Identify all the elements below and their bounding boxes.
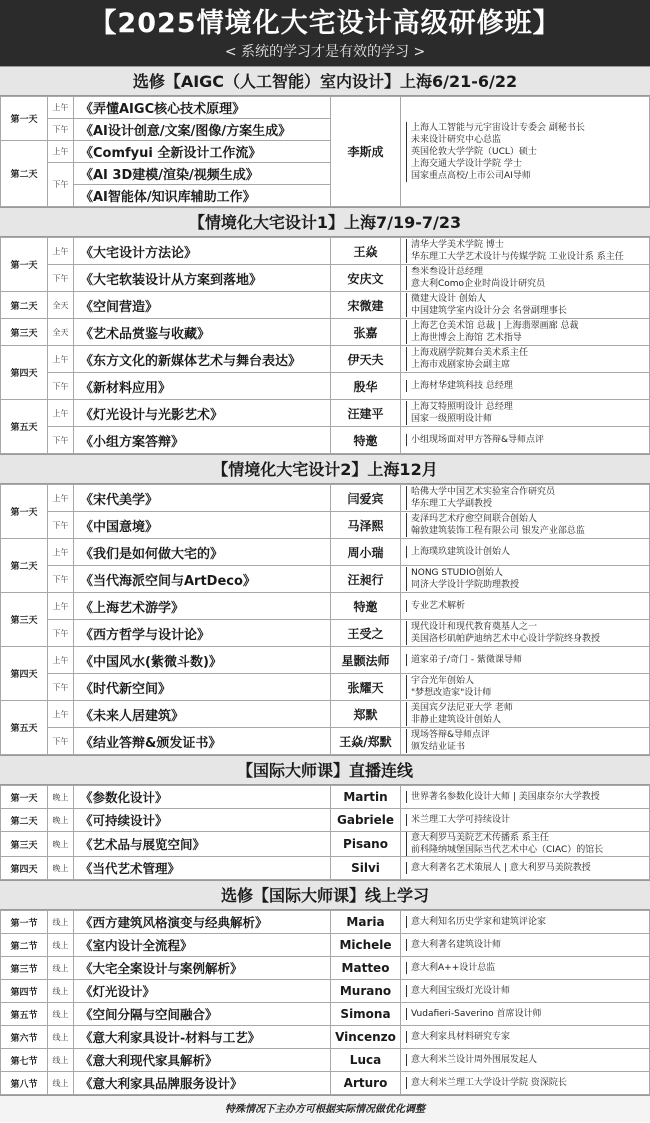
bio-line: 非静止建筑设计创始人 bbox=[411, 715, 502, 725]
day-label: 第五节 bbox=[1, 1003, 48, 1026]
time-slot: 上午 bbox=[48, 701, 74, 728]
schedule-table bbox=[0, 96, 650, 207]
bio-block bbox=[406, 320, 649, 344]
teacher-bio bbox=[401, 701, 650, 728]
teacher-bio bbox=[401, 593, 650, 620]
bio-line: 微建大设计 创始人 bbox=[411, 294, 486, 304]
schedule-content bbox=[0, 66, 650, 1095]
bio-block bbox=[406, 486, 649, 510]
teacher-bio bbox=[401, 373, 650, 400]
bio-line: 意大利A++设计总监 bbox=[411, 963, 496, 973]
bio-block bbox=[406, 401, 649, 425]
teacher-bio bbox=[401, 292, 650, 319]
course-title: 《艺术品赏鉴与收藏》 bbox=[74, 319, 331, 346]
bio-block bbox=[406, 939, 649, 951]
course-title: 《大宅设计方法论》 bbox=[74, 238, 331, 265]
bio-line: "梦想改造家"设计师 bbox=[411, 688, 492, 698]
bio-block bbox=[406, 675, 649, 699]
bio-line: 颁发结业证书 bbox=[411, 742, 466, 752]
bio-line: 上海交通大学设计学院 学士 bbox=[411, 158, 522, 169]
time-slot: 上午 bbox=[48, 647, 74, 674]
day-label: 第六节 bbox=[1, 1026, 48, 1049]
day-label: 第七节 bbox=[1, 1049, 48, 1072]
bio-block bbox=[406, 266, 649, 290]
course-title: 《西方哲学与设计论》 bbox=[74, 620, 331, 647]
day-label: 第一节 bbox=[1, 911, 48, 934]
time-slot: 下午 bbox=[48, 566, 74, 593]
bio-block bbox=[406, 1031, 649, 1043]
teacher-name: Martin bbox=[331, 786, 401, 809]
table-row bbox=[1, 346, 650, 373]
table-row bbox=[1, 728, 650, 755]
bio-block bbox=[406, 916, 649, 928]
day-label: 第四天 bbox=[1, 647, 48, 701]
teacher-bio bbox=[401, 832, 650, 857]
bio-line: 叁米叁设计总经理 bbox=[411, 267, 484, 277]
time-slot: 线上 bbox=[48, 1072, 74, 1095]
teacher-name: 周小瑞 bbox=[331, 539, 401, 566]
time-slot: 上午 bbox=[48, 97, 74, 119]
bio-block bbox=[406, 621, 649, 645]
bio-block bbox=[406, 791, 649, 803]
teacher-bio bbox=[401, 97, 650, 207]
course-title: 《空间分隔与空间融合》 bbox=[74, 1003, 331, 1026]
bio-block bbox=[406, 702, 649, 726]
day-label: 第二天 bbox=[1, 292, 48, 319]
bio-block bbox=[406, 862, 649, 874]
bio-block bbox=[406, 122, 649, 182]
course-title: 《艺术品与展览空间》 bbox=[74, 832, 331, 857]
teacher-bio bbox=[401, 539, 650, 566]
teacher-name: Vincenzo bbox=[331, 1026, 401, 1049]
bio-line: 清华大学美术学院 博士 bbox=[411, 240, 504, 250]
teacher-bio bbox=[401, 809, 650, 832]
bio-line: 专业艺术解析 bbox=[411, 601, 466, 611]
teacher-bio bbox=[401, 238, 650, 265]
table-row bbox=[1, 1072, 650, 1095]
time-slot: 下午 bbox=[48, 265, 74, 292]
section-title: 【国际大师课】直播连线 bbox=[0, 755, 650, 785]
bio-line: 麦泽玛艺术疗愈空间联合创始人 bbox=[411, 514, 538, 524]
teacher-bio bbox=[401, 1049, 650, 1072]
bio-line: 米兰理工大学可持续设计 bbox=[411, 815, 511, 825]
table-row bbox=[1, 1003, 650, 1026]
table-row bbox=[1, 857, 650, 880]
table-row bbox=[1, 539, 650, 566]
time-slot: 全天 bbox=[48, 292, 74, 319]
teacher-bio bbox=[401, 346, 650, 373]
bio-block bbox=[406, 600, 649, 612]
teacher-name: Pisano bbox=[331, 832, 401, 857]
course-title: 《小组方案答辩》 bbox=[74, 427, 331, 454]
bio-line: 上海璞玖建筑设计创始人 bbox=[411, 547, 511, 557]
bio-line: 意大利米兰理工大学设计学院 资深院长 bbox=[411, 1078, 567, 1088]
teacher-bio bbox=[401, 857, 650, 880]
bio-line: 美国洛杉矶帕萨迪纳艺术中心设计学院终身教授 bbox=[411, 634, 601, 644]
teacher-name: 马泽熙 bbox=[331, 512, 401, 539]
bio-line: 翰敦建筑装饰工程有限公司 银发产业部总监 bbox=[411, 526, 585, 536]
teacher-name: Maria bbox=[331, 911, 401, 934]
teacher-name: Michele bbox=[331, 934, 401, 957]
schedule-table bbox=[0, 785, 650, 880]
course-title: 《意大利家具设计-材料与工艺》 bbox=[74, 1026, 331, 1049]
bio-line: 上海人工智能与元宇宙设计专委会 副秘书长 bbox=[411, 122, 585, 133]
course-title: 《Comfyui 全新设计工作流》 bbox=[74, 141, 331, 163]
bio-line: 意大利Como企业时尚设计研究员 bbox=[411, 279, 546, 289]
teacher-bio bbox=[401, 957, 650, 980]
bio-line: 现场答辩&导师点评 bbox=[411, 730, 491, 740]
course-title: 《时代新空间》 bbox=[74, 674, 331, 701]
time-slot: 下午 bbox=[48, 512, 74, 539]
time-slot: 线上 bbox=[48, 934, 74, 957]
bio-block bbox=[406, 293, 649, 317]
day-label: 第三天 bbox=[1, 832, 48, 857]
teacher-bio bbox=[401, 400, 650, 427]
time-slot: 上午 bbox=[48, 238, 74, 265]
time-slot: 全天 bbox=[48, 319, 74, 346]
teacher-name: Luca bbox=[331, 1049, 401, 1072]
bio-line: 意大利家具材料研究专家 bbox=[411, 1032, 511, 1042]
teacher-bio bbox=[401, 934, 650, 957]
teacher-name: 安庆文 bbox=[331, 265, 401, 292]
time-slot: 上午 bbox=[48, 485, 74, 512]
teacher-bio bbox=[401, 1003, 650, 1026]
bio-line: 意大利罗马美院艺术传播系 系主任 bbox=[411, 833, 549, 843]
table-row bbox=[1, 593, 650, 620]
course-title: 《室内设计全流程》 bbox=[74, 934, 331, 957]
time-slot: 线上 bbox=[48, 1003, 74, 1026]
teacher-bio bbox=[401, 265, 650, 292]
course-title: 《我们是如何做大宅的》 bbox=[74, 539, 331, 566]
bio-block bbox=[406, 434, 649, 446]
section-title: 选修【AIGC（人工智能）室内设计】上海6/21-6/22 bbox=[0, 66, 650, 96]
bio-line: 意大利著名建筑设计师 bbox=[411, 940, 502, 950]
table-row bbox=[1, 373, 650, 400]
bio-line: 意大利国宝级灯光设计师 bbox=[411, 986, 511, 996]
course-title: 《上海艺术游学》 bbox=[74, 593, 331, 620]
bio-line: 国家一级照明设计师 bbox=[411, 414, 493, 424]
teacher-bio bbox=[401, 1026, 650, 1049]
time-slot: 线上 bbox=[48, 1049, 74, 1072]
day-label: 第二天 bbox=[1, 539, 48, 593]
teacher-bio bbox=[401, 319, 650, 346]
bio-line: 世界著名参数化设计大师 | 美国康奈尔大学教授 bbox=[411, 792, 600, 802]
course-title: 《新材料应用》 bbox=[74, 373, 331, 400]
course-title: 《宋代美学》 bbox=[74, 485, 331, 512]
day-label: 第一天 bbox=[1, 786, 48, 809]
day-label: 第一天 bbox=[1, 238, 48, 292]
teacher-bio bbox=[401, 786, 650, 809]
teacher-bio bbox=[401, 728, 650, 755]
time-slot: 下午 bbox=[48, 373, 74, 400]
course-title: 《AI 3D建模/渲染/视频生成》 bbox=[74, 163, 331, 185]
teacher-name: Matteo bbox=[331, 957, 401, 980]
time-slot: 上午 bbox=[48, 539, 74, 566]
table-row bbox=[1, 427, 650, 454]
table-row bbox=[1, 319, 650, 346]
day-label: 第三节 bbox=[1, 957, 48, 980]
time-slot: 晚上 bbox=[48, 832, 74, 857]
table-row bbox=[1, 647, 650, 674]
bio-line: 意大利著名艺术策展人 | 意大利罗马美院教授 bbox=[411, 863, 591, 873]
page-header bbox=[0, 0, 650, 66]
table-row bbox=[1, 832, 650, 857]
schedule-table bbox=[0, 484, 650, 755]
teacher-name: 张嘉 bbox=[331, 319, 401, 346]
time-slot: 线上 bbox=[48, 911, 74, 934]
bio-line: 前科隆纳城堡国际当代艺术中心（CIAC）的馆长 bbox=[411, 845, 604, 855]
course-title: 《可持续设计》 bbox=[74, 809, 331, 832]
bio-line: 上海世博会上海馆 艺术指导 bbox=[411, 333, 522, 343]
bio-line: 意大利知名历史学家和建筑评论家 bbox=[411, 917, 547, 927]
course-title: 《未来人居建筑》 bbox=[74, 701, 331, 728]
teacher-name: 李斯成 bbox=[331, 97, 401, 207]
teacher-bio bbox=[401, 647, 650, 674]
bio-line: 上海材华建筑科技 总经理 bbox=[411, 381, 513, 391]
teacher-name: 王焱/郑默 bbox=[331, 728, 401, 755]
bio-block bbox=[406, 962, 649, 974]
table-row bbox=[1, 957, 650, 980]
bio-block bbox=[406, 729, 649, 753]
teacher-name: Arturo bbox=[331, 1072, 401, 1095]
section-title: 选修【国际大师课】线上学习 bbox=[0, 880, 650, 910]
table-row bbox=[1, 620, 650, 647]
teacher-bio bbox=[401, 566, 650, 593]
teacher-name: 特邀 bbox=[331, 427, 401, 454]
teacher-name: 伊天夫 bbox=[331, 346, 401, 373]
course-title: 《结业答辩&颁发证书》 bbox=[74, 728, 331, 755]
bio-block bbox=[406, 654, 649, 666]
teacher-bio bbox=[401, 485, 650, 512]
day-label: 第三天 bbox=[1, 319, 48, 346]
teacher-bio bbox=[401, 980, 650, 1003]
teacher-bio bbox=[401, 512, 650, 539]
table-row bbox=[1, 1026, 650, 1049]
teacher-name: 汪昶行 bbox=[331, 566, 401, 593]
course-title: 《灯光设计》 bbox=[74, 980, 331, 1003]
course-title: 《东方文化的新媒体艺术与舞台表达》 bbox=[74, 346, 331, 373]
day-label: 第二节 bbox=[1, 934, 48, 957]
table-row bbox=[1, 485, 650, 512]
bio-block bbox=[406, 1054, 649, 1066]
time-slot: 下午 bbox=[48, 674, 74, 701]
teacher-name: Gabriele bbox=[331, 809, 401, 832]
teacher-name: Simona bbox=[331, 1003, 401, 1026]
day-label: 第八节 bbox=[1, 1072, 48, 1095]
course-title: 《大宅软装设计从方案到落地》 bbox=[74, 265, 331, 292]
bio-line: NONG STUDIO创始人 bbox=[411, 568, 503, 578]
course-title: 《中国风水(紫微斗数)》 bbox=[74, 647, 331, 674]
time-slot: 晚上 bbox=[48, 857, 74, 880]
teacher-bio bbox=[401, 911, 650, 934]
bio-block bbox=[406, 380, 649, 392]
course-title: 《大宅全案设计与案例解析》 bbox=[74, 957, 331, 980]
time-slot: 上午 bbox=[48, 346, 74, 373]
teacher-name: 殷华 bbox=[331, 373, 401, 400]
teacher-name: 特邀 bbox=[331, 593, 401, 620]
table-row bbox=[1, 674, 650, 701]
bio-line: 美国宾夕法尼亚大学 老师 bbox=[411, 703, 513, 713]
day-label: 第四天 bbox=[1, 346, 48, 400]
course-title: 《空间营造》 bbox=[74, 292, 331, 319]
bio-line: 上海艺仓美术馆 总裁 | 上海翡翠画廊 总裁 bbox=[411, 321, 579, 331]
teacher-name: Silvi bbox=[331, 857, 401, 880]
course-title: 《当代艺术管理》 bbox=[74, 857, 331, 880]
teacher-bio bbox=[401, 620, 650, 647]
bio-line: 国家重点高校/上市公司AI导师 bbox=[411, 170, 531, 181]
page-subtitle: < 系统的学习才是有效的学习 > bbox=[224, 44, 426, 60]
bio-line: 宇合光年创始人 bbox=[411, 676, 475, 686]
table-row bbox=[1, 238, 650, 265]
table-row bbox=[1, 512, 650, 539]
time-slot: 下午 bbox=[48, 620, 74, 647]
day-label: 第四节 bbox=[1, 980, 48, 1003]
bio-line: 上海市戏剧家协会副主席 bbox=[411, 360, 511, 370]
course-title: 《弄懂AIGC核心技术原理》 bbox=[74, 97, 331, 119]
time-slot: 下午 bbox=[48, 163, 74, 207]
time-slot: 下午 bbox=[48, 119, 74, 141]
course-title: 《参数化设计》 bbox=[74, 786, 331, 809]
teacher-name: Murano bbox=[331, 980, 401, 1003]
bio-line: 中国建筑学室内设计分会 名誉副理事长 bbox=[411, 306, 567, 316]
footer-note: 特殊情况下主办方可根据实际情况做优化调整 bbox=[0, 1095, 650, 1122]
course-title: 《西方建筑风格演变与经典解析》 bbox=[74, 911, 331, 934]
time-slot: 上午 bbox=[48, 141, 74, 163]
bio-line: 上海戏剧学院舞台美术系主任 bbox=[411, 348, 529, 358]
time-slot: 线上 bbox=[48, 980, 74, 1003]
section-title: 【情境化大宅设计1】上海7/19-7/23 bbox=[0, 207, 650, 237]
table-row bbox=[1, 809, 650, 832]
bio-block bbox=[406, 513, 649, 537]
teacher-bio bbox=[401, 674, 650, 701]
teacher-name: 王受之 bbox=[331, 620, 401, 647]
table-row bbox=[1, 566, 650, 593]
day-label: 第二天 bbox=[1, 809, 48, 832]
teacher-name: 闫爱宾 bbox=[331, 485, 401, 512]
time-slot: 晚上 bbox=[48, 786, 74, 809]
course-title: 《意大利家具品牌服务设计》 bbox=[74, 1072, 331, 1095]
time-slot: 线上 bbox=[48, 957, 74, 980]
teacher-name: 王焱 bbox=[331, 238, 401, 265]
day-label: 第三天 bbox=[1, 593, 48, 647]
bio-line: 华东理工大学副教授 bbox=[411, 499, 493, 509]
bio-line: 同济大学设计学院助理教授 bbox=[411, 580, 520, 590]
bio-line: 上海艾特照明设计 总经理 bbox=[411, 402, 513, 412]
time-slot: 线上 bbox=[48, 1026, 74, 1049]
bio-line: 现代设计和现代教育奠基人之一 bbox=[411, 622, 538, 632]
table-row bbox=[1, 97, 650, 119]
time-slot: 下午 bbox=[48, 728, 74, 755]
time-slot: 上午 bbox=[48, 400, 74, 427]
page-title: 【2025情境化大宅设计高级研修班】 bbox=[89, 8, 561, 39]
time-slot: 晚上 bbox=[48, 809, 74, 832]
bio-line: Vudafieri-Saverino 首席设计师 bbox=[411, 1009, 542, 1019]
day-label: 第四天 bbox=[1, 857, 48, 880]
bio-line: 哈佛大学中国艺术实验室合作研究员 bbox=[411, 487, 556, 497]
bio-line: 未来设计研究中心总监 bbox=[411, 134, 502, 145]
table-row bbox=[1, 786, 650, 809]
course-title: 《AI智能体/知识库辅助工作》 bbox=[74, 185, 331, 207]
table-row bbox=[1, 265, 650, 292]
table-row bbox=[1, 980, 650, 1003]
table-row bbox=[1, 400, 650, 427]
bio-line: 道家弟子/奇门 - 紫微课导师 bbox=[411, 655, 523, 665]
bio-block bbox=[406, 239, 649, 263]
bio-line: 华东理工大学艺术设计与传媒学院 工业设计系 系主任 bbox=[411, 252, 624, 262]
table-row bbox=[1, 911, 650, 934]
teacher-name: 星颢法师 bbox=[331, 647, 401, 674]
bio-block bbox=[406, 546, 649, 558]
teacher-name: 汪建平 bbox=[331, 400, 401, 427]
time-slot: 上午 bbox=[48, 593, 74, 620]
bio-block bbox=[406, 347, 649, 371]
table-row bbox=[1, 292, 650, 319]
day-label: 第一天 bbox=[1, 97, 48, 141]
teacher-name: 郑默 bbox=[331, 701, 401, 728]
table-row bbox=[1, 934, 650, 957]
course-title: 《中国意境》 bbox=[74, 512, 331, 539]
section-title: 【情境化大宅设计2】上海12月 bbox=[0, 454, 650, 484]
course-title: 《灯光设计与光影艺术》 bbox=[74, 400, 331, 427]
bio-line: 小组现场面对甲方答辩&导师点评 bbox=[411, 435, 545, 445]
bio-block bbox=[406, 567, 649, 591]
teacher-bio bbox=[401, 427, 650, 454]
day-label: 第五天 bbox=[1, 701, 48, 755]
schedule-table bbox=[0, 910, 650, 1095]
bio-line: 意大利米兰设计周外围展发起人 bbox=[411, 1055, 538, 1065]
day-label: 第一天 bbox=[1, 485, 48, 539]
day-label: 第五天 bbox=[1, 400, 48, 454]
course-title: 《当代海派空间与ArtDeco》 bbox=[74, 566, 331, 593]
table-row bbox=[1, 701, 650, 728]
bio-block bbox=[406, 814, 649, 826]
bio-block bbox=[406, 1077, 649, 1089]
bio-block bbox=[406, 1008, 649, 1020]
course-title: 《意大利现代家具解析》 bbox=[74, 1049, 331, 1072]
course-title: 《AI设计创意/文案/图像/方案生成》 bbox=[74, 119, 331, 141]
bio-line: 英国伦敦大学学院（UCL）硕士 bbox=[411, 146, 537, 157]
teacher-name: 宋微建 bbox=[331, 292, 401, 319]
bio-block bbox=[406, 985, 649, 997]
bio-block bbox=[406, 832, 649, 856]
day-label: 第二天 bbox=[1, 141, 48, 207]
time-slot: 下午 bbox=[48, 427, 74, 454]
teacher-name: 张耀天 bbox=[331, 674, 401, 701]
schedule-table bbox=[0, 237, 650, 454]
table-row bbox=[1, 1049, 650, 1072]
teacher-bio bbox=[401, 1072, 650, 1095]
